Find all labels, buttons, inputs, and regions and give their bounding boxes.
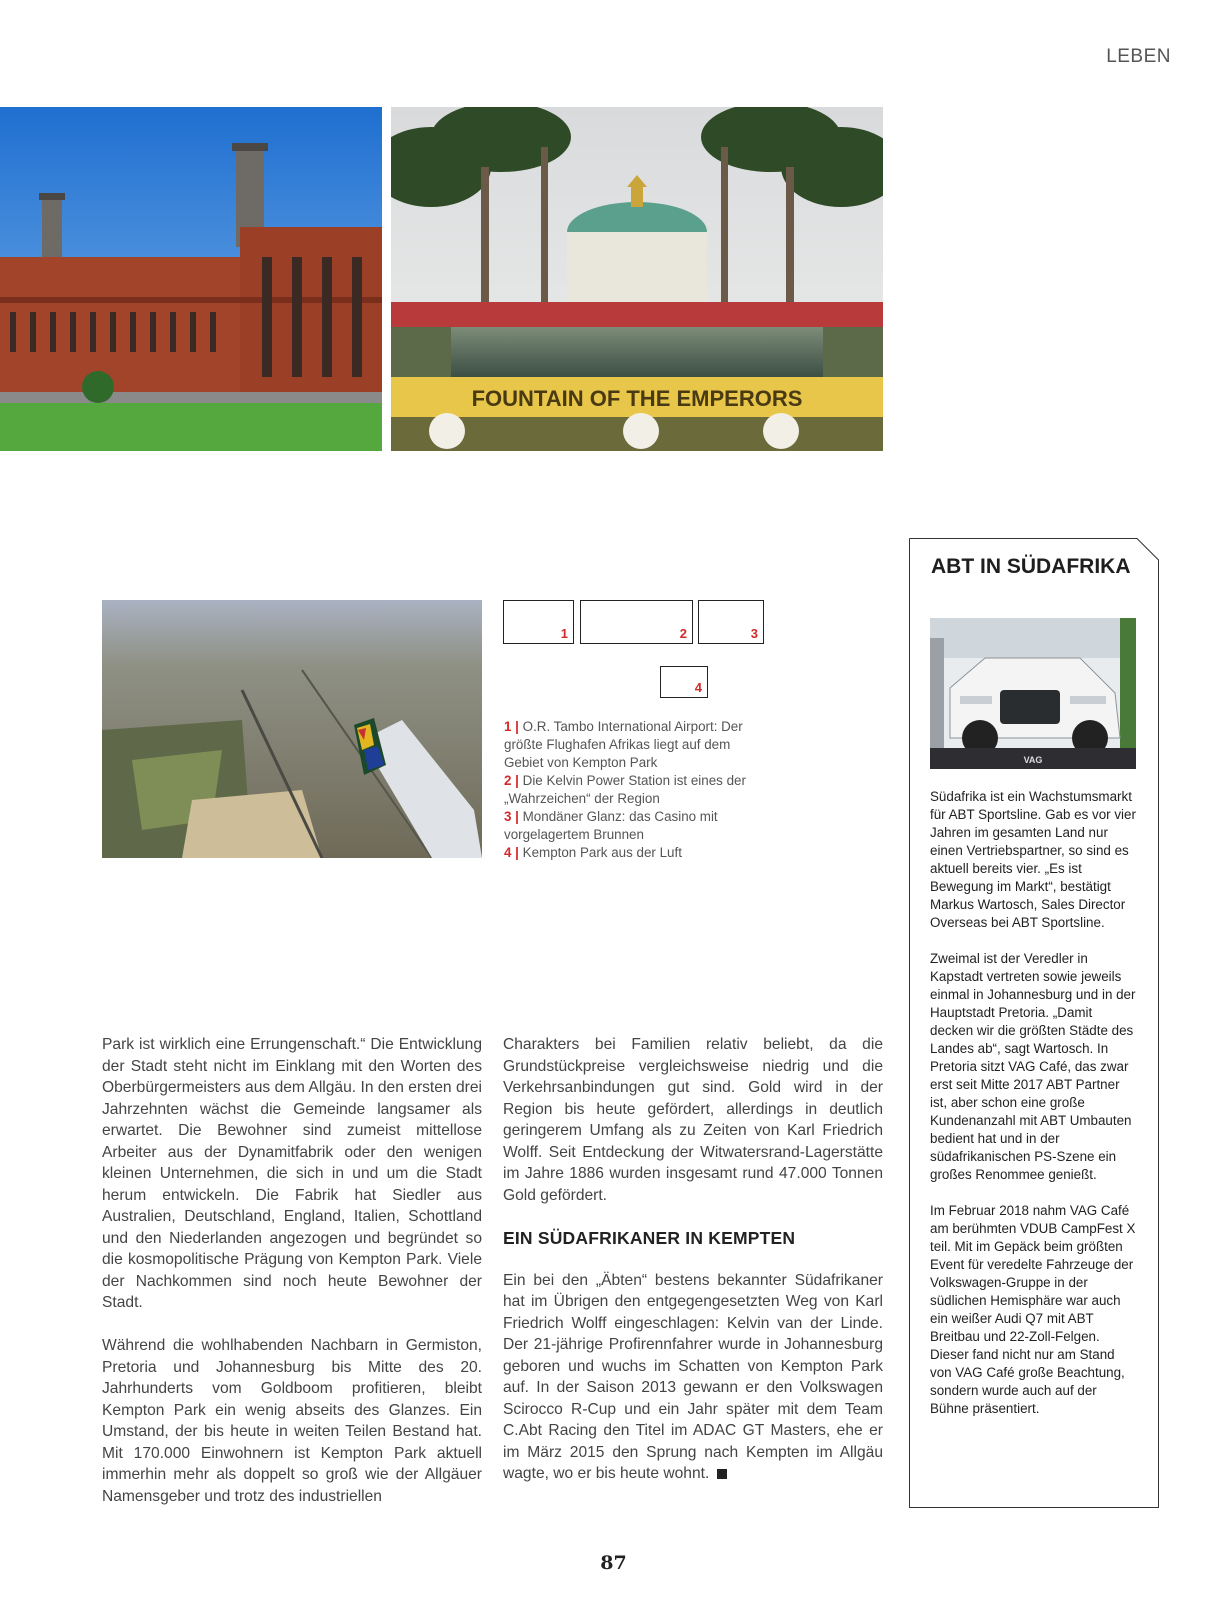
power-station-photo: [0, 107, 382, 451]
sidebar-title: ABT IN SÜDAFRIKA: [931, 555, 1131, 578]
caption-1: 1 | O.R. Tambo International Airport: Der größte Flughafen Afrikas liegt auf dem Gebiet von Kempton Park: [504, 719, 743, 770]
sidebar-text: [930, 788, 1138, 1436]
caption-4: 4 | Kempton Park aus der Luft: [504, 845, 682, 860]
sidebar-paragraph: Südafrika ist ein Wachstumsmarkt für ABT Sportsline. Gab es vor vier Jahren im gesamten Land nur einen Vertriebspartner, so sind es aktuell bereits vier. „Es ist Bewegung im Markt“, bestätigt Markus Wartosch, Sales Director Overseas bei ABT Sportsline.: [930, 789, 1136, 930]
sidebar-paragraph: Im Februar 2018 nahm VAG Café am berühmten VDUB CampFest X teil. Mit im Gepäck beim größten Event für veredelte Fahrzeuge der Volkswagen-Gruppe in der südlichen Hemisphäre war auch ein weißer Audi Q7 mit ABT Breitbau und 22-Zoll-Felgen. Dieser fand nicht nur am Stand von VAG Café große Beachtung, sondern wurde auch auf der Bühne präsentiert.: [930, 1203, 1136, 1416]
caption-box-3: 3: [698, 600, 764, 644]
caption-box-2: 2: [580, 600, 693, 644]
page-number: 87: [600, 1552, 627, 1574]
photo-captions: [504, 718, 754, 862]
article-column-left: [102, 1034, 482, 1529]
body-paragraph: Ein bei den „Äbten“ bestens bekannter Südafrikaner hat im Übrigen den entgegengesetzten Weg von Karl Friedrich Wolff eingeschlagen: Kelvin van der Linde. Der 21-jährige Profirennfahrer wurde in Johannesburg geboren und wuchs im Schatten von Kempton Park auf. In der Saison 2013 gewann er den Volkswagen Scirocco R-Cup und ein Jahr später mit dem Team C.Abt Racing den Titel im ADAC GT Masters, ehe er im März 2015 den Sprung nach Kempten im Allgäu wagte, wo er bis heute wohnt.: [503, 1271, 883, 1482]
audi-q7-photo: [930, 618, 1136, 769]
fountain-casino-photo: [391, 107, 883, 451]
caption-3: 3 | Mondäner Glanz: das Casino mit vorgelagertem Brunnen: [504, 809, 718, 842]
article-column-right: [503, 1034, 883, 1485]
caption-2: 2 | Die Kelvin Power Station ist eines der „Wahrzeichen“ der Region: [504, 773, 746, 806]
caption-box-4: 4: [660, 666, 708, 698]
body-paragraph: Während die wohlhabenden Nachbarn in Germiston, Pretoria und Johannesburg bis Mitte des 20. Jahrhunderts vom Goldboom profitieren, bleibt Kempton Park ein wenig abseits des Glanzes. Ein Umstand, der bis heute in weiten Teilen Bestand hat. Mit 170.000 Einwohnern ist Kempton Park aktuell immerhin mehr als doppelt so groß wie der Allgäuer Namensgeber und trotz des industriellen: [102, 1337, 482, 1505]
section-heading: EIN SÜDAFRIKANER IN KEMPTEN: [503, 1228, 796, 1248]
end-mark-icon: [717, 1469, 727, 1479]
aerial-photo: [102, 600, 482, 858]
stage-sign-text: VAG: [1023, 755, 1043, 765]
sidebar-box: [909, 538, 1159, 1508]
body-paragraph: Charakters bei Familien relativ beliebt, da die Grundstückpreise vergleichsweise niedrig und die Verkehrsanbindungen gut sind. Gold wird in der Region bis heute gefördert, allerdings in deutlich geringerem Umfang als zu Zeiten von Karl Friedrich Wolff. Seit Entdeckung der Witwatersrand-Lagerstätte im Jahre 1886 wurden insgesamt rund 47.000 Tonnen Gold gefördert.: [503, 1036, 883, 1204]
sidebar-paragraph: Zweimal ist der Veredler in Kapstadt vertreten sowie jeweils einmal in Johannesburg und in der Hauptstadt Pretoria. „Damit decken wir die größten Städte des Landes ab“, sagt Wartosch. In Pretoria sitzt VAG Café, das zwar erst seit Mitte 2017 ABT Partner ist, aber schon eine große Kundenanzahl mit ABT Umbauten bedient hat und in der südafrikanischen PS-Szene ein großes Renommee genießt.: [930, 951, 1136, 1182]
body-paragraph: Park ist wirklich eine Errungenschaft.“ Die Entwicklung der Stadt steht nicht im Einklang mit den Worten des Oberbürgermeisters aus dem Allgäu. In den ersten drei Jahrzehnten wächst die Gemeinde langsamer als erwartet. Die Bewohner sind zumeist mittellose Arbeiter aus der Dynamitfabrik oder den wenigen kleinen Unternehmen, die sich in und um die Stadt herum entwickeln. Die Fabrik hat Siedler aus Australien, Deutschland, England, Italien, Schottland und den Niederlanden angezogen und begründet so die kosmopolitische Prägung von Kempton Park. Viele der Nachkommen sind noch heute Bewohner der Stadt.: [102, 1036, 482, 1311]
caption-box-1: 1: [503, 600, 574, 644]
section-label: LEBEN: [1106, 46, 1171, 67]
fountain-sign-text: FOUNTAIN OF THE EMPERORS: [471, 386, 803, 411]
